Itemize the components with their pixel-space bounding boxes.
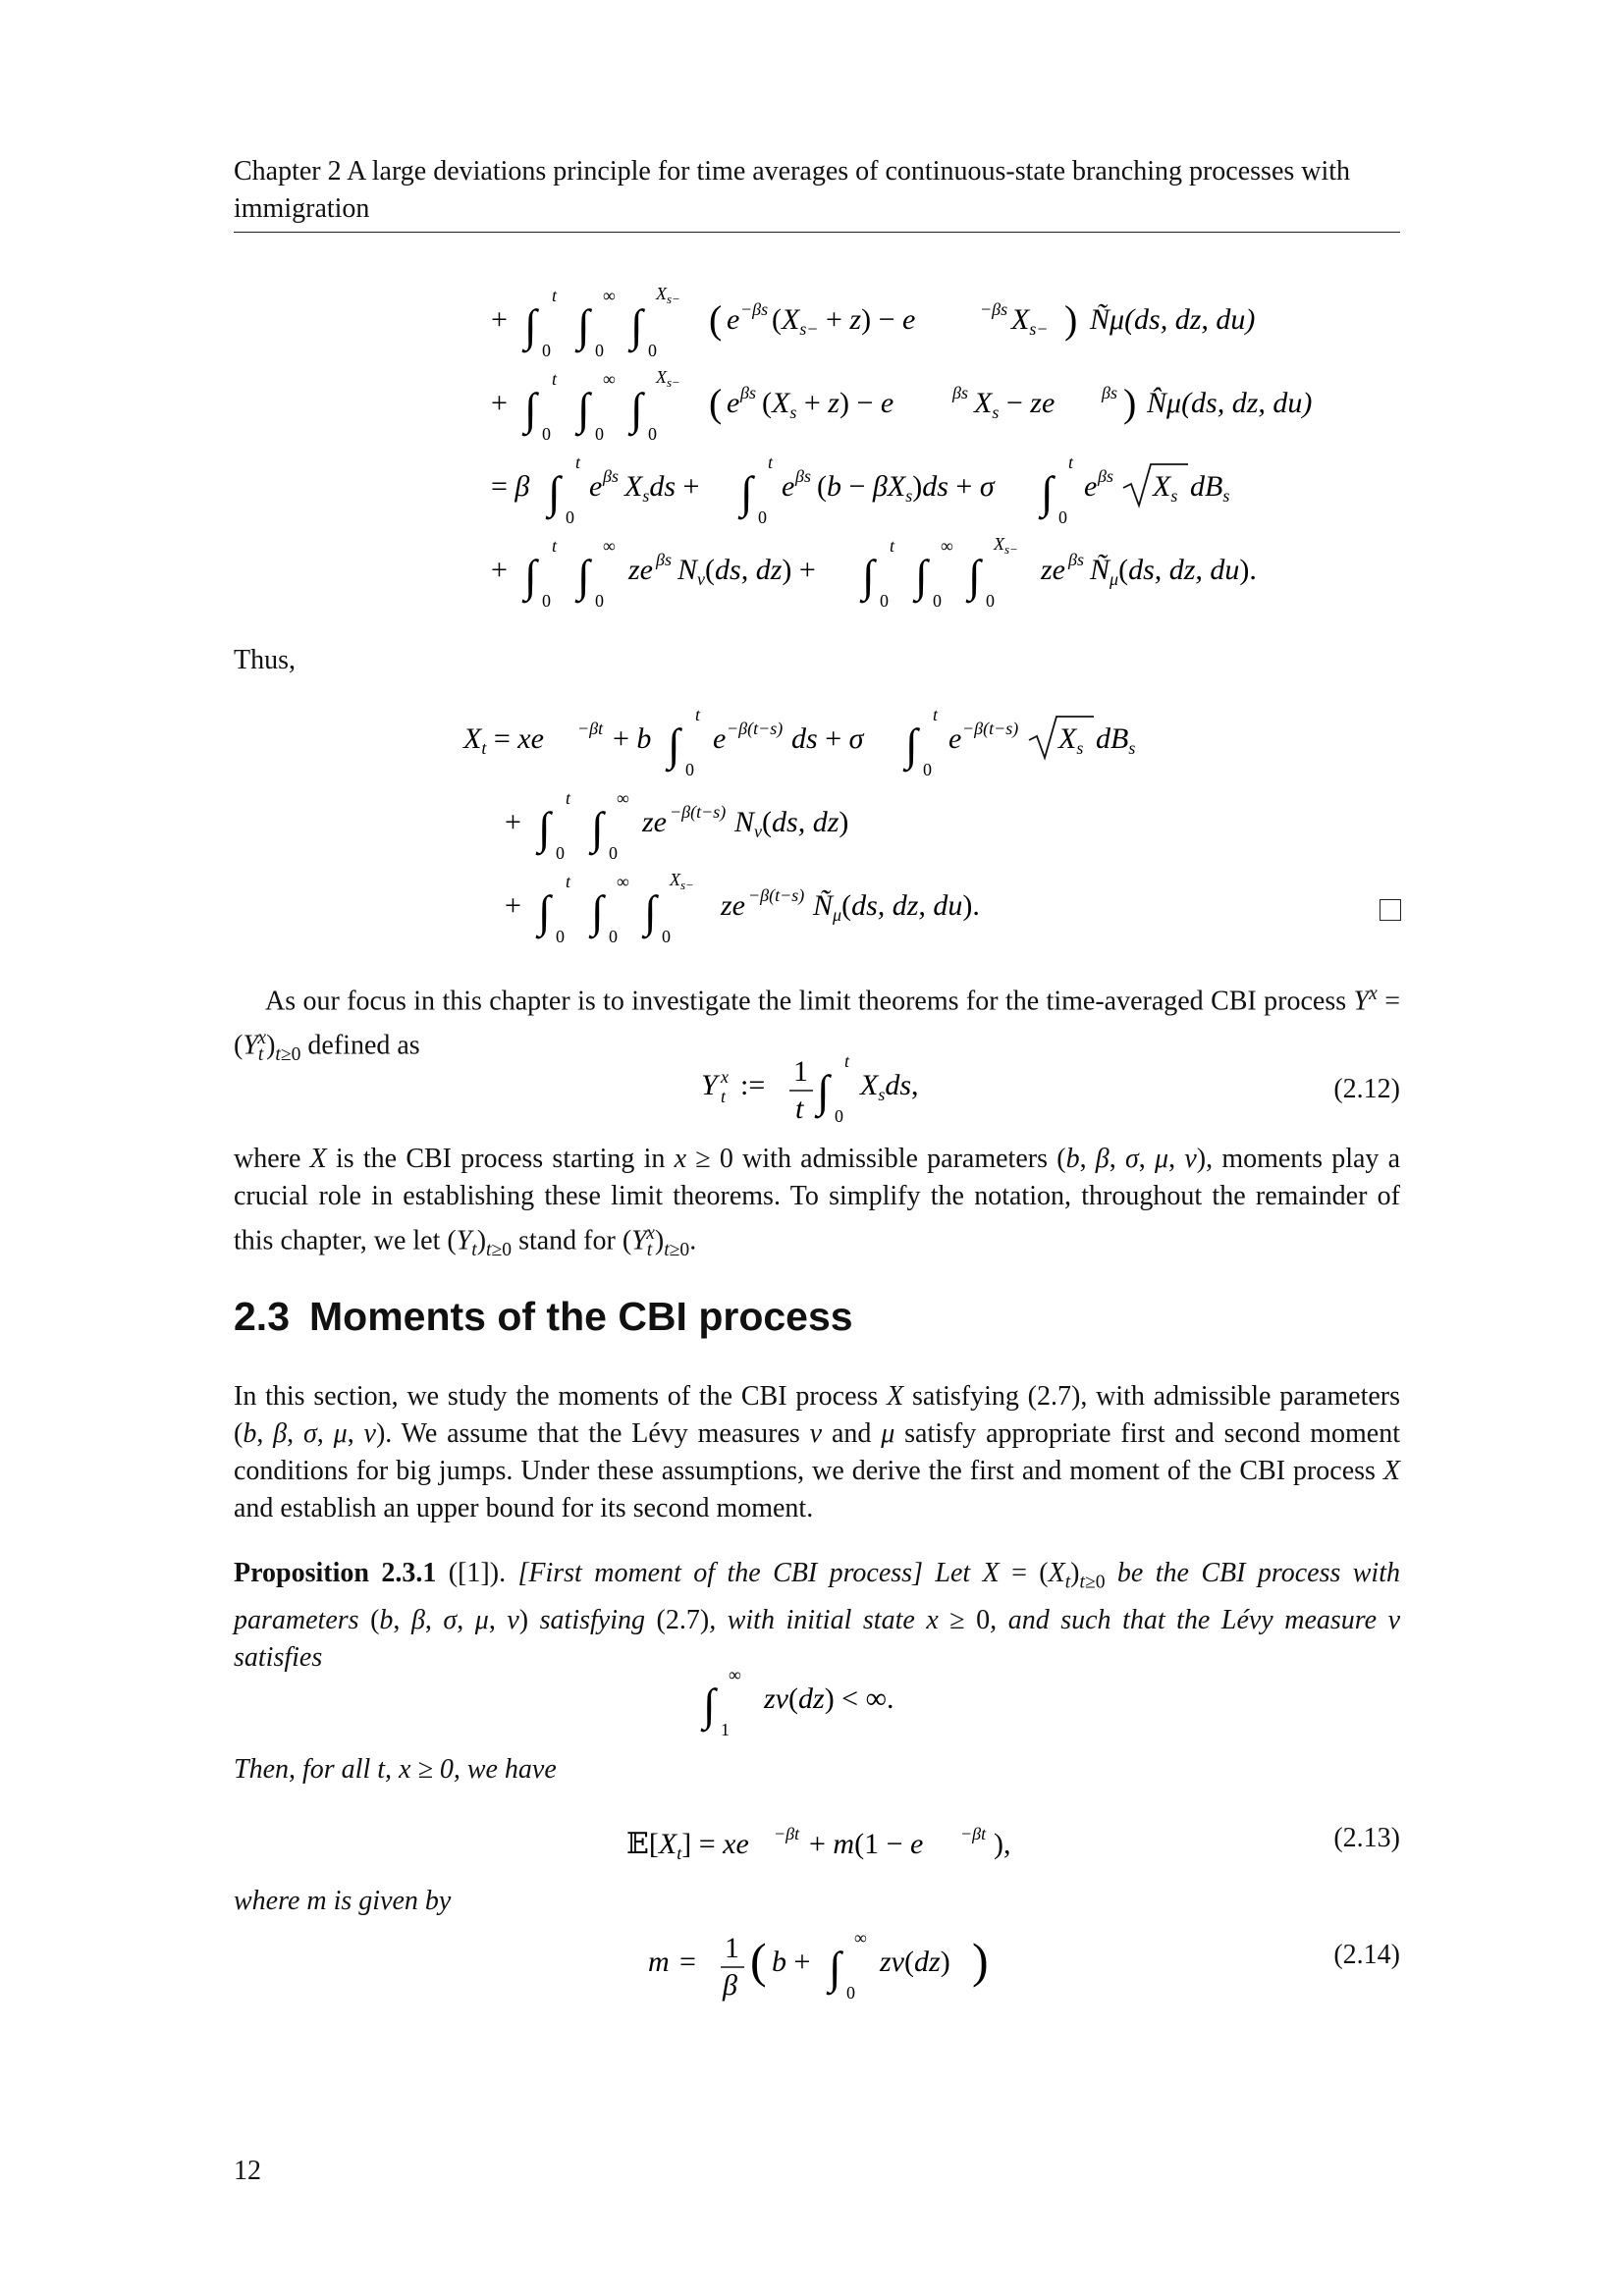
- svg-text:dBs: $dB_s$: [1190, 470, 1230, 506]
- svg-text:+ b: + b: [613, 722, 652, 755]
- svg-text:+: +: [491, 554, 508, 586]
- svg-text:Xs−: $X_{s-}$: [670, 870, 694, 892]
- svg-text:∫: ∫: [548, 467, 561, 517]
- svg-text:zν(dz) < ∞.: zν(dz) < ∞.: [764, 1682, 894, 1715]
- svg-text:∞: ∞: [941, 536, 953, 556]
- running-head: Chapter 2 A large deviations principle for time averages of continuous-state branching processes with immigration: [234, 156, 1351, 224]
- svg-text:0: 0: [758, 507, 767, 527]
- proposition-then: Then, for all t, x ≥ 0, we have: [234, 1754, 557, 1785]
- svg-text:Ñμ(ds, dz, du).: $Ñ_\mu(ds$, dz, du).: [1090, 554, 1257, 589]
- svg-text:Xs: $X_s$: [1153, 470, 1178, 506]
- equation-2-12: [701, 1045, 956, 1134]
- proposition-citation: ([1]).: [448, 1558, 507, 1588]
- svg-text:t: t: [721, 1087, 727, 1106]
- svg-text:x: x: [721, 1067, 729, 1087]
- svg-text:Xs−: $X_{s-}$: [1011, 303, 1049, 339]
- svg-text:∫: ∫: [577, 300, 590, 350]
- equation-number-2-12: (2.12): [1333, 1074, 1400, 1104]
- svg-text:t: t: [890, 536, 895, 556]
- svg-text:1: 1: [725, 1932, 739, 1964]
- svg-text:−βt: −βt: [577, 719, 604, 738]
- svg-text:𝔼[Xt] = xe: $𝔼[X_t]$ = xe: [626, 1828, 749, 1863]
- svg-text:t: t: [575, 453, 581, 472]
- svg-text:−β(t−s): −β(t−s): [727, 719, 784, 738]
- svg-text:βs: βs: [1068, 550, 1084, 569]
- derivation-line-1: [491, 280, 1306, 368]
- svg-text:e: e: [727, 387, 740, 419]
- svg-text:∞: ∞: [854, 1928, 867, 1948]
- svg-text:(: (: [750, 1933, 767, 1988]
- solution-line-1: [463, 699, 1229, 787]
- section-title: Moments of the CBI process: [309, 1294, 853, 1339]
- svg-text:Xsds,: $X_sds$,: [860, 1069, 919, 1104]
- svg-text:∫: ∫: [740, 467, 753, 517]
- svg-text:=: =: [679, 1946, 696, 1978]
- svg-text:βs: βs: [795, 466, 811, 486]
- paragraph-2: where X is the CBI process starting in x ≥ 0 with admissible parameters (b, β, σ, μ, ν), moments play a crucial role in establishing these limit theorems. To simplify the notation, throughout the remainder of this chapter, we let $(Y_t)_{t\ge 0}$ stand for $(Y_t^x)_{t\ge 0}$.: [234, 1144, 1401, 1260]
- svg-text:t: t: [552, 286, 558, 305]
- svg-text:Nν(ds, dz) +: $N_\nu(ds$, dz) +: [677, 554, 816, 589]
- svg-text:t: t: [768, 453, 774, 472]
- svg-text:0: 0: [662, 927, 671, 946]
- svg-text:βs: βs: [1102, 383, 1117, 402]
- svg-text:∞: ∞: [617, 872, 629, 891]
- svg-text:e: e: [1084, 470, 1098, 503]
- svg-text:zν(dz): zν(dz): [880, 1946, 950, 1978]
- svg-text:∫: ∫: [538, 886, 551, 936]
- equation-2-14: [648, 1914, 1021, 2012]
- svg-text:ze: ze: [642, 806, 667, 838]
- svg-text:e: e: [727, 303, 740, 336]
- svg-text:t: t: [566, 872, 571, 891]
- svg-text:Xs−: $X_{s-}$: [656, 284, 680, 306]
- measure-n-tilde: Ñμ(ds, dz, du): [1090, 303, 1256, 336]
- qed-box: [1380, 899, 1401, 921]
- proposition-where: where m is given by: [234, 1886, 452, 1916]
- svg-text:1: 1: [793, 1055, 808, 1088]
- svg-text:∞: ∞: [603, 286, 616, 305]
- svg-text:+: +: [491, 303, 508, 336]
- svg-text:0: 0: [556, 843, 565, 863]
- svg-text:ze: ze: [721, 889, 745, 922]
- page-number: 12: [234, 2156, 261, 2186]
- svg-text:0: 0: [685, 760, 694, 779]
- svg-text:e: e: [589, 470, 603, 503]
- svg-text:∫: ∫: [591, 886, 604, 936]
- svg-text:0: 0: [542, 591, 551, 611]
- svg-text:0: 0: [923, 760, 932, 779]
- svg-text:e: e: [948, 722, 962, 755]
- svg-text:0: 0: [595, 341, 604, 360]
- svg-text:ze: ze: [628, 554, 653, 586]
- svg-text:∫: ∫: [905, 720, 918, 770]
- svg-text:βs: βs: [740, 383, 756, 402]
- svg-text:∫: ∫: [630, 384, 643, 434]
- svg-text:−βs: −βs: [740, 299, 769, 319]
- svg-text:∫: ∫: [915, 551, 928, 601]
- svg-text:∫: ∫: [829, 1943, 841, 1993]
- svg-text:ds + σ: ds + σ: [791, 722, 864, 755]
- svg-text:(Xs + z) − e: $(X_s + z) - e$: [762, 387, 894, 422]
- svg-text:βs: βs: [656, 550, 672, 569]
- svg-text:Nν(ds, dz): $N_\nu(ds$, dz): [734, 806, 849, 841]
- svg-text:−β(t−s): −β(t−s): [748, 885, 805, 905]
- svg-text:−βs: −βs: [980, 299, 1008, 319]
- svg-text:t: t: [552, 369, 558, 389]
- svg-text:∞: ∞: [617, 788, 629, 808]
- svg-text:+: +: [491, 387, 508, 419]
- svg-text:): ): [1064, 297, 1078, 342]
- svg-text:t: t: [795, 1093, 804, 1125]
- paragraph-3: In this section, we study the moments of the CBI process X satisfying (2.7), with admissible parameters (b, β, σ, μ, ν). We assume that the Lévy measures ν and μ satisfy appropriate first and second moment conditions for big jumps. Under these assumptions, we derive the first and moment of the CBI process X and establish an upper bound for its second moment.: [234, 1381, 1401, 1523]
- solution-line-2: [505, 782, 917, 871]
- paragraph-1: As our focus in this chapter is to investigate the limit theorems for the time-averaged CBI process $Y^x = (Y_t^x)_{t\ge 0}$ defined as: [234, 984, 1400, 1066]
- svg-text:Ñμ(ds, dz, du).: $Ñ_\mu(ds$, dz, du).: [813, 889, 980, 925]
- svg-text:∫: ∫: [538, 803, 551, 853]
- equation-number-2-13: (2.13): [1333, 1823, 1400, 1853]
- svg-text:b +: b +: [772, 1946, 811, 1978]
- svg-text:0: 0: [566, 507, 574, 527]
- svg-text:e: e: [782, 470, 795, 503]
- svg-text:−βt: −βt: [774, 1824, 800, 1843]
- svg-text:m: m: [648, 1946, 670, 1978]
- svg-text::=: :=: [740, 1069, 766, 1101]
- svg-text:∞: ∞: [603, 369, 616, 389]
- svg-text:βs: βs: [603, 466, 619, 486]
- svg-text:): ): [972, 1933, 989, 1988]
- svg-text:βs: βs: [952, 383, 968, 402]
- section-number: 2.3: [234, 1294, 290, 1339]
- svg-text:t: t: [695, 705, 701, 724]
- svg-text:+: +: [505, 889, 521, 922]
- svg-text:∫: ∫: [668, 720, 680, 770]
- svg-text:t: t: [566, 788, 571, 808]
- svg-text:∫: ∫: [577, 384, 590, 434]
- svg-text:0: 0: [846, 1983, 855, 2002]
- svg-text:∫: ∫: [703, 1680, 716, 1730]
- svg-text:∫: ∫: [630, 300, 643, 350]
- svg-text:Y: Y: [701, 1069, 718, 1101]
- solution-line-3: [505, 866, 1055, 954]
- svg-text:∫: ∫: [817, 1066, 830, 1116]
- equation-number-2-14: (2.14): [1333, 1940, 1400, 1970]
- svg-text:(Xs− + z) − e: $(X_{s-} + z) - e$: [772, 303, 916, 339]
- svg-text:t: t: [552, 536, 558, 556]
- proposition-label: Proposition 2.3.1: [234, 1558, 437, 1588]
- svg-text:0: 0: [880, 591, 889, 611]
- svg-text:(b − βXs)ds + σ: $(b - \beta X_s)ds + \sigma$: [817, 470, 995, 506]
- svg-text:Xt = xe: $X_t$ = xe: [463, 722, 544, 758]
- section-heading: [234, 1294, 853, 1340]
- svg-text:0: 0: [933, 591, 942, 611]
- svg-text:0: 0: [648, 341, 657, 360]
- svg-text:t: t: [933, 705, 939, 724]
- svg-text:Xsds +: $X_sds$ +: [624, 470, 700, 506]
- svg-text:t: t: [844, 1051, 850, 1071]
- svg-text:),: ),: [994, 1828, 1011, 1860]
- header-rule: [234, 232, 1400, 233]
- svg-text:0: 0: [609, 843, 618, 863]
- svg-text:∞: ∞: [729, 1665, 741, 1684]
- svg-text:∫: ∫: [1041, 467, 1054, 517]
- svg-text:0: 0: [1058, 507, 1067, 527]
- svg-text:t: t: [1068, 453, 1074, 472]
- svg-text:(: (: [709, 297, 723, 342]
- derivation-line-4: [491, 530, 1316, 618]
- svg-text:1: 1: [721, 1720, 730, 1739]
- moment-condition: [703, 1659, 958, 1747]
- svg-text:Xs−: $X_{s-}$: [656, 367, 680, 390]
- svg-text:0: 0: [556, 927, 565, 946]
- svg-text:e: e: [713, 722, 727, 755]
- svg-text:+ m(1 − e: + m(1 − e: [809, 1828, 924, 1860]
- svg-text:∫: ∫: [524, 300, 537, 350]
- svg-text:+: +: [505, 806, 521, 838]
- svg-text:0: 0: [595, 591, 604, 611]
- svg-text:dBs: $dB_s$: [1096, 722, 1136, 758]
- svg-text:∫: ∫: [644, 886, 657, 936]
- svg-text:∫: ∫: [524, 551, 537, 601]
- svg-text:Xs − ze: $X_s$ − ze: [974, 387, 1056, 422]
- svg-text:∫: ∫: [968, 551, 981, 601]
- svg-text:): ): [1123, 381, 1137, 425]
- svg-text:0: 0: [595, 424, 604, 444]
- svg-text:−β(t−s): −β(t−s): [962, 719, 1019, 738]
- derivation-line-3: [491, 447, 1296, 535]
- svg-text:0: 0: [609, 927, 618, 946]
- proposition-2-3-1: Proposition 2.3.1 ([1]). [First moment of the CBI process] Let $X = (X_t)_{t\ge 0}$ be the CBI process with parameters (b, β, σ, μ, ν) satisfying (2.7), with initial state x ≥ 0, and such that the Lévy measure ν satisfies: [234, 1558, 1401, 1673]
- svg-text:βs: βs: [1098, 466, 1113, 486]
- svg-text:ze: ze: [1041, 554, 1065, 586]
- svg-text:∫: ∫: [862, 551, 875, 601]
- svg-text:= β: = β: [491, 470, 530, 503]
- svg-text:∫: ∫: [524, 384, 537, 434]
- svg-text:0: 0: [542, 341, 551, 360]
- svg-text:β: β: [723, 1969, 737, 2002]
- svg-text:−βt: −βt: [960, 1824, 987, 1843]
- svg-text:−β(t−s): −β(t−s): [670, 802, 727, 822]
- measure-n-hat: N̂μ(ds, dz, du): [1147, 387, 1313, 419]
- svg-text:∫: ∫: [591, 803, 604, 853]
- svg-text:∫: ∫: [577, 551, 590, 601]
- svg-text:Xs: $X_s$: [1058, 722, 1084, 758]
- svg-text:0: 0: [542, 424, 551, 444]
- svg-text:∞: ∞: [603, 536, 616, 556]
- svg-text:Xs−: $X_{s-}$: [994, 534, 1018, 557]
- svg-text:(: (: [709, 381, 723, 425]
- svg-text:0: 0: [648, 424, 657, 444]
- svg-text:0: 0: [835, 1106, 843, 1126]
- derivation-line-2: [491, 363, 1313, 452]
- equation-2-13: [626, 1804, 1039, 1883]
- svg-text:0: 0: [986, 591, 995, 611]
- thus-label: Thus,: [234, 645, 296, 675]
